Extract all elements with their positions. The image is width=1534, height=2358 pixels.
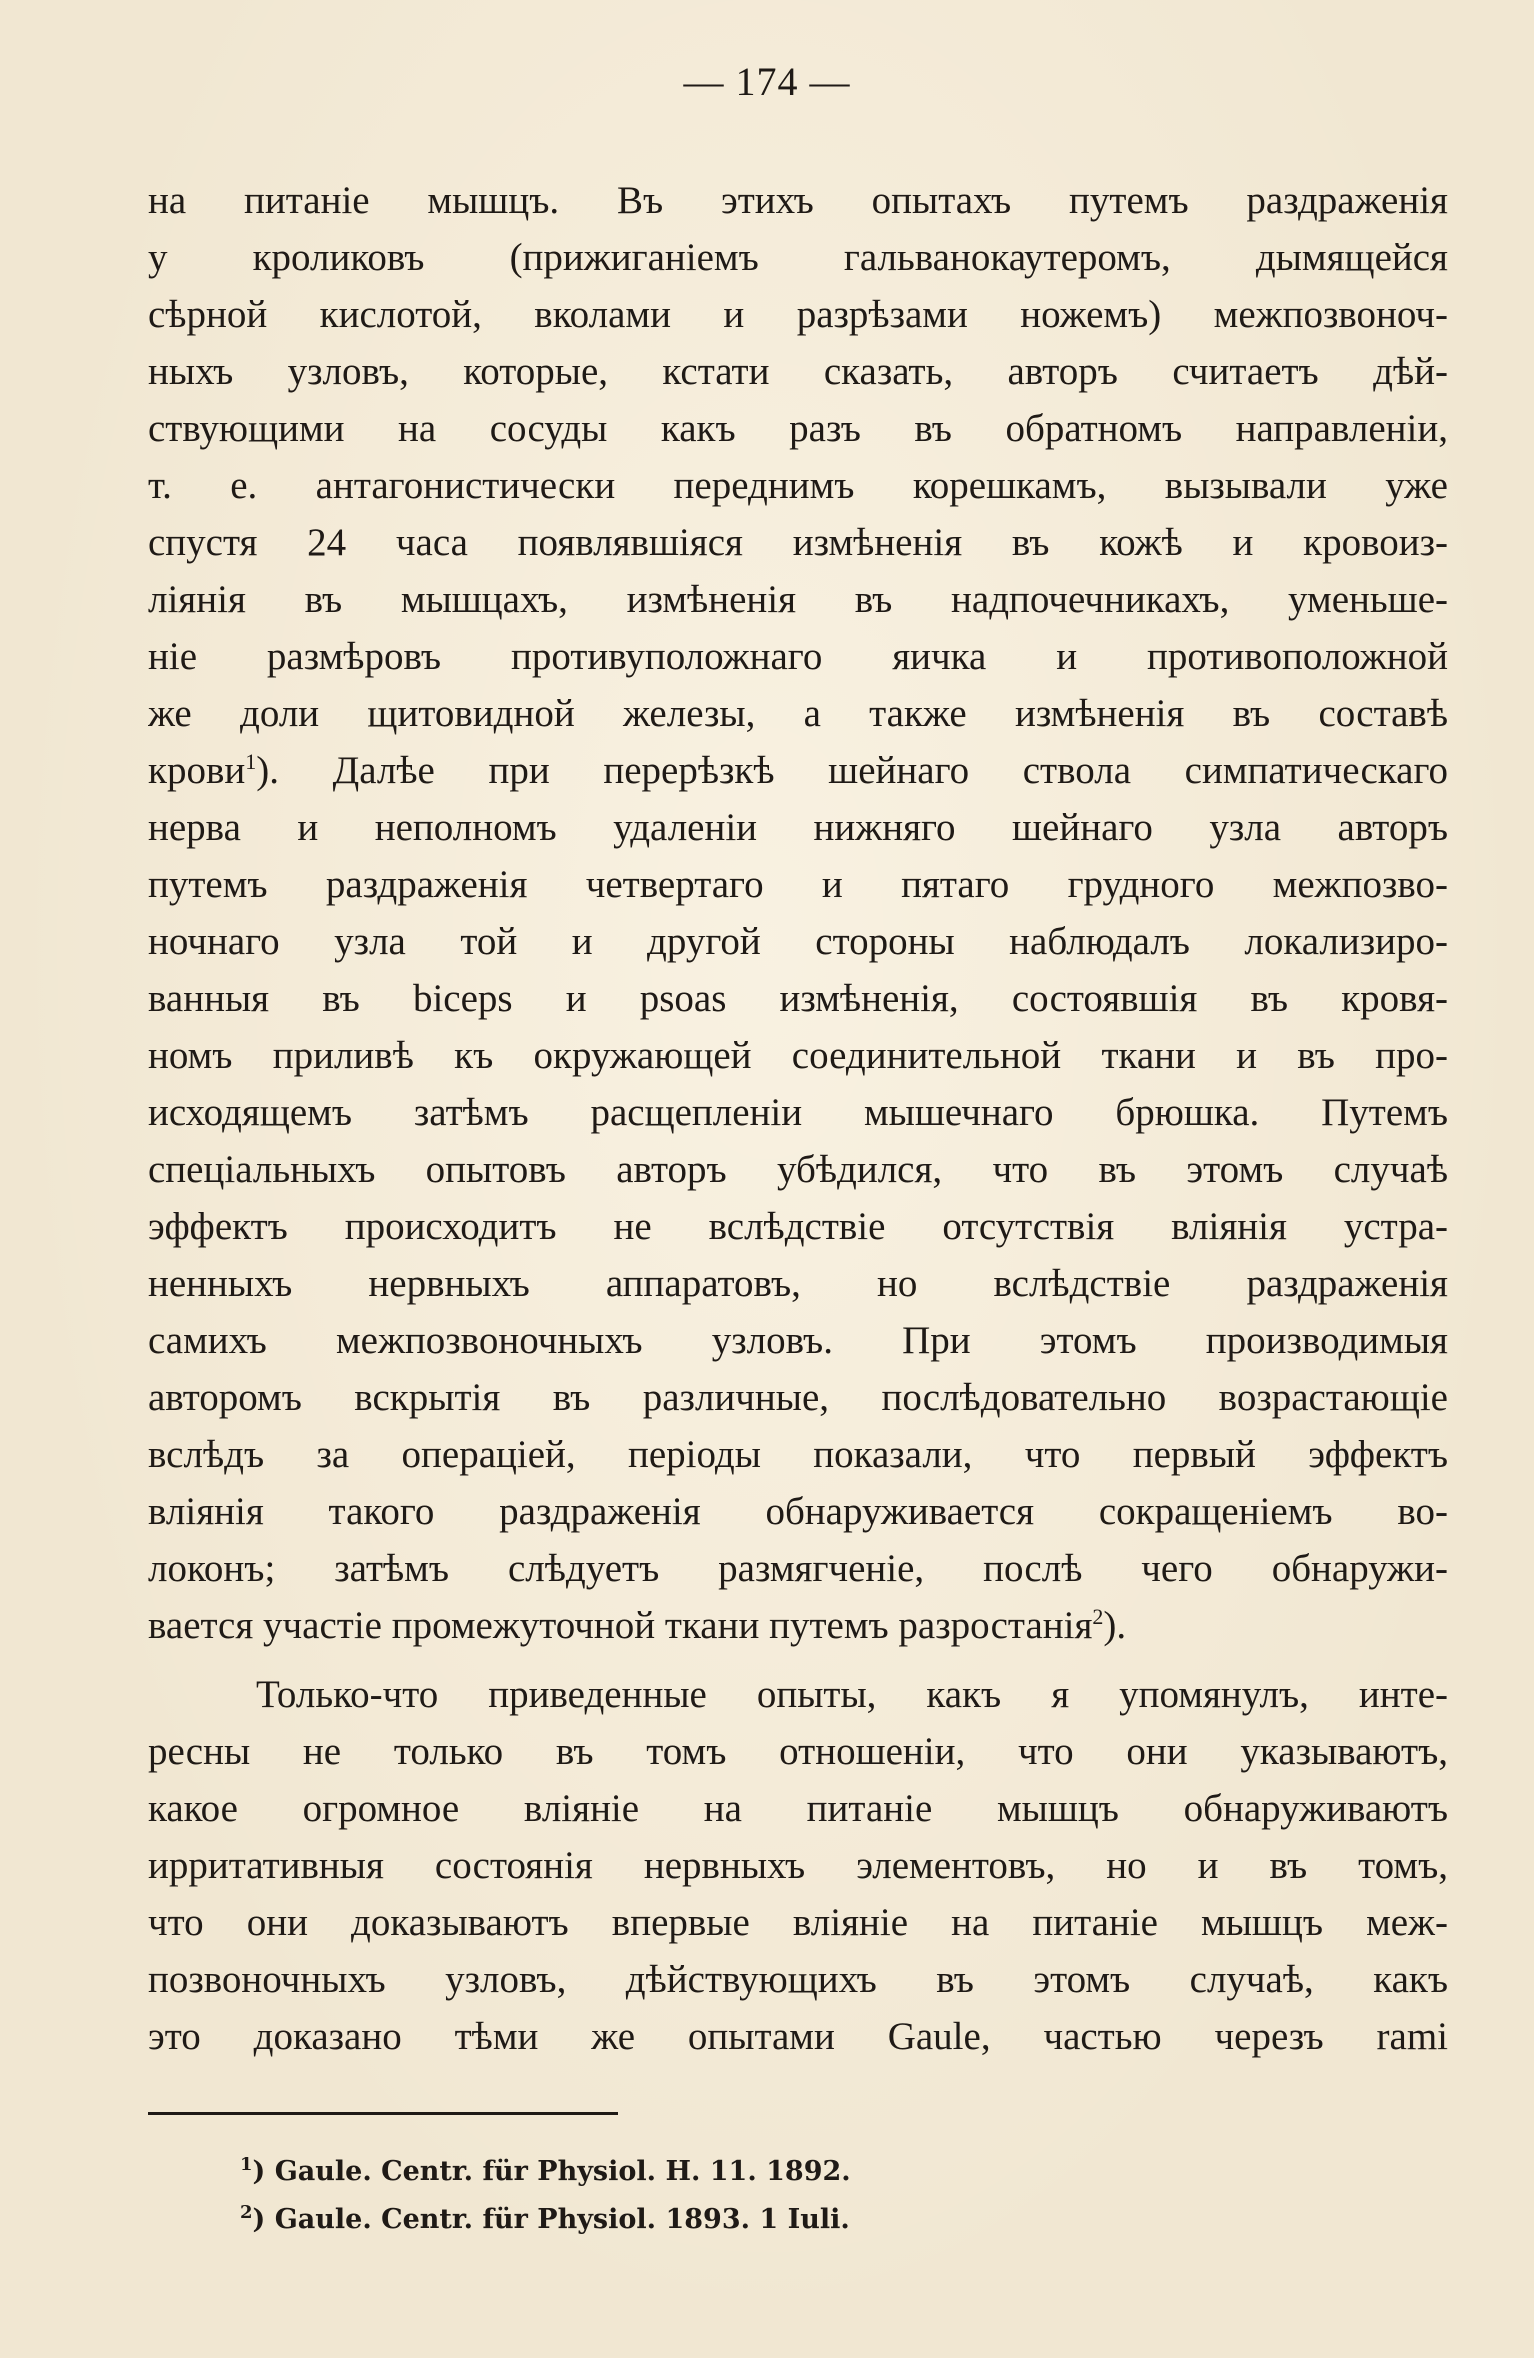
text-line-content: локонъ; затѣмъ слѣдуетъ размягченіе, послѣ чего обнаружи-	[148, 1547, 1448, 1590]
text-line	[148, 1951, 1448, 2008]
text-line	[148, 1666, 1448, 1723]
text-line-content: ствующими на сосуды какъ разъ въ обратномъ направленіи,	[148, 407, 1448, 450]
text-line-content: какое огромное вліяніе на питаніе мышцъ обнаруживаютъ	[148, 1787, 1448, 1830]
text-line	[148, 514, 1448, 571]
text-line-content: путемъ раздраженія четвертаго и пятаго грудного межпозво-	[148, 863, 1448, 906]
text-line-content: ночнаго узла той и другой стороны наблюдалъ локализиро-	[148, 920, 1448, 963]
text-line-content: нерва и неполномъ удаленіи нижняго шейнаго узла авторъ	[148, 806, 1448, 849]
text-line-content: авторомъ вскрытія въ различные, послѣдовательно возрастающіе	[148, 1376, 1448, 1419]
page-number: — 174 —	[683, 59, 851, 104]
text-line-content: исходящемъ затѣмъ расщепленіи мышечнаго брюшка. Путемъ	[148, 1091, 1448, 1134]
main-text	[148, 172, 1448, 2065]
text-line	[148, 1369, 1448, 1426]
text-line	[148, 1540, 1448, 1597]
text-line	[148, 1723, 1448, 1780]
text-line	[148, 1426, 1448, 1483]
text-line-content: ресны не только въ томъ отношеніи, что они указываютъ,	[148, 1730, 1448, 1773]
text-line-content: ліянія въ мышцахъ, измѣненія въ надпочечникахъ, уменьше-	[148, 578, 1448, 621]
text-line-content: же доли щитовидной железы, а также измѣненія въ составѣ	[148, 692, 1448, 735]
text-line	[148, 457, 1448, 514]
text-line-content: вается участіе промежуточной ткани путемъ разростанія	[148, 1604, 1093, 1647]
text-line-content: крови	[148, 749, 246, 792]
text-line	[148, 172, 1448, 229]
text-line	[148, 400, 1448, 457]
text-line	[148, 799, 1448, 856]
text-line	[148, 1255, 1448, 1312]
text-line	[148, 628, 1448, 685]
text-line-content: ванныя въ biceps и psoas измѣненія, состоявшія въ кровя-	[148, 977, 1448, 1020]
text-line-content: эффектъ происходитъ не вслѣдствіе отсутствія вліянія устра-	[148, 1205, 1448, 1248]
text-line	[148, 856, 1448, 913]
text-line-content: Только-что приведенные опыты, какъ я упомянулъ, инте-	[256, 1673, 1448, 1716]
text-line-content: что они доказываютъ впервые вліяніе на питаніе мышцъ меж-	[148, 1901, 1448, 1944]
text-line	[148, 1141, 1448, 1198]
text-line	[148, 1312, 1448, 1369]
footnotes	[240, 2148, 1140, 2244]
text-line	[148, 1198, 1448, 1255]
text-line	[148, 685, 1448, 742]
text-line-content: т. е. антагонистически переднимъ корешкамъ, вызывали уже	[148, 464, 1448, 507]
text-line	[148, 286, 1448, 343]
text-line	[148, 343, 1448, 400]
footnote-separator	[148, 2112, 618, 2115]
text-line	[148, 1894, 1448, 1951]
text-line	[148, 742, 1448, 799]
text-line	[148, 1837, 1448, 1894]
text-line	[148, 1597, 1448, 1654]
text-line-content: спеціальныхъ опытовъ авторъ убѣдился, что въ этомъ случаѣ	[148, 1148, 1448, 1191]
text-line-continuation: ). Далѣе при перерѣзкѣ шейнаго ствола симпатическаго	[256, 749, 1448, 792]
text-line-content: это доказано тѣми же опытами Gaule, частью черезъ rami	[148, 2015, 1448, 2058]
text-line	[148, 571, 1448, 628]
text-line-content: вслѣдъ за операціей, періоды показали, что первый эффектъ	[148, 1433, 1448, 1476]
text-line	[148, 2008, 1448, 2065]
footnote	[240, 2148, 1140, 2196]
text-line-content: ненныхъ нервныхъ аппаратовъ, но вслѣдствіе раздраженія	[148, 1262, 1448, 1305]
text-line-content: позвоночныхъ узловъ, дѣйствующихъ въ этомъ случаѣ, какъ	[148, 1958, 1448, 2001]
text-line	[148, 1027, 1448, 1084]
text-line-continuation: ).	[1103, 1604, 1127, 1647]
text-line-content: ніе размѣровъ противуположнаго яичка и противоположной	[148, 635, 1448, 678]
text-line-content: самихъ межпозвоночныхъ узловъ. При этомъ производимыя	[148, 1319, 1448, 1362]
footnote-mark: 1	[240, 2154, 253, 2175]
text-line	[148, 229, 1448, 286]
footnote-text: ) Gaule. Centr. für Physiol. 1893. 1 Iuli.	[252, 2204, 850, 2235]
text-line-content: вліянія такого раздраженія обнаруживается сокращеніемъ во-	[148, 1490, 1448, 1533]
text-line-content: ныхъ узловъ, которые, кстати сказать, авторъ считаетъ дѣй-	[148, 350, 1448, 393]
text-line-content: сѣрной кислотой, вколами и разрѣзами ножемъ) межпозвоноч-	[148, 293, 1448, 336]
text-line-content: у кроликовъ (прижиганіемъ гальванокаутеромъ, дымящейся	[148, 236, 1448, 279]
text-line-content: ирритативныя состоянія нервныхъ элементовъ, но и въ томъ,	[148, 1844, 1448, 1887]
footnote-mark: 2	[240, 2202, 253, 2223]
paragraph-gap	[148, 1654, 1448, 1666]
text-line	[148, 1780, 1448, 1837]
text-line	[148, 1483, 1448, 1540]
footnote-reference: 1	[245, 749, 257, 774]
footnote	[240, 2196, 1140, 2244]
text-line	[148, 1084, 1448, 1141]
text-line	[148, 970, 1448, 1027]
text-line-content: номъ приливѣ къ окружающей соединительной ткани и въ про-	[148, 1034, 1448, 1077]
text-line	[148, 913, 1448, 970]
footnote-text: ) Gaule. Centr. für Physiol. H. 11. 1892.	[252, 2156, 851, 2187]
text-line-content: на питаніе мышцъ. Въ этихъ опытахъ путемъ раздраженія	[148, 179, 1448, 222]
footnote-reference: 2	[1092, 1604, 1104, 1629]
text-line-content: спустя 24 часа появлявшіяся измѣненія въ кожѣ и кровоиз-	[148, 521, 1448, 564]
